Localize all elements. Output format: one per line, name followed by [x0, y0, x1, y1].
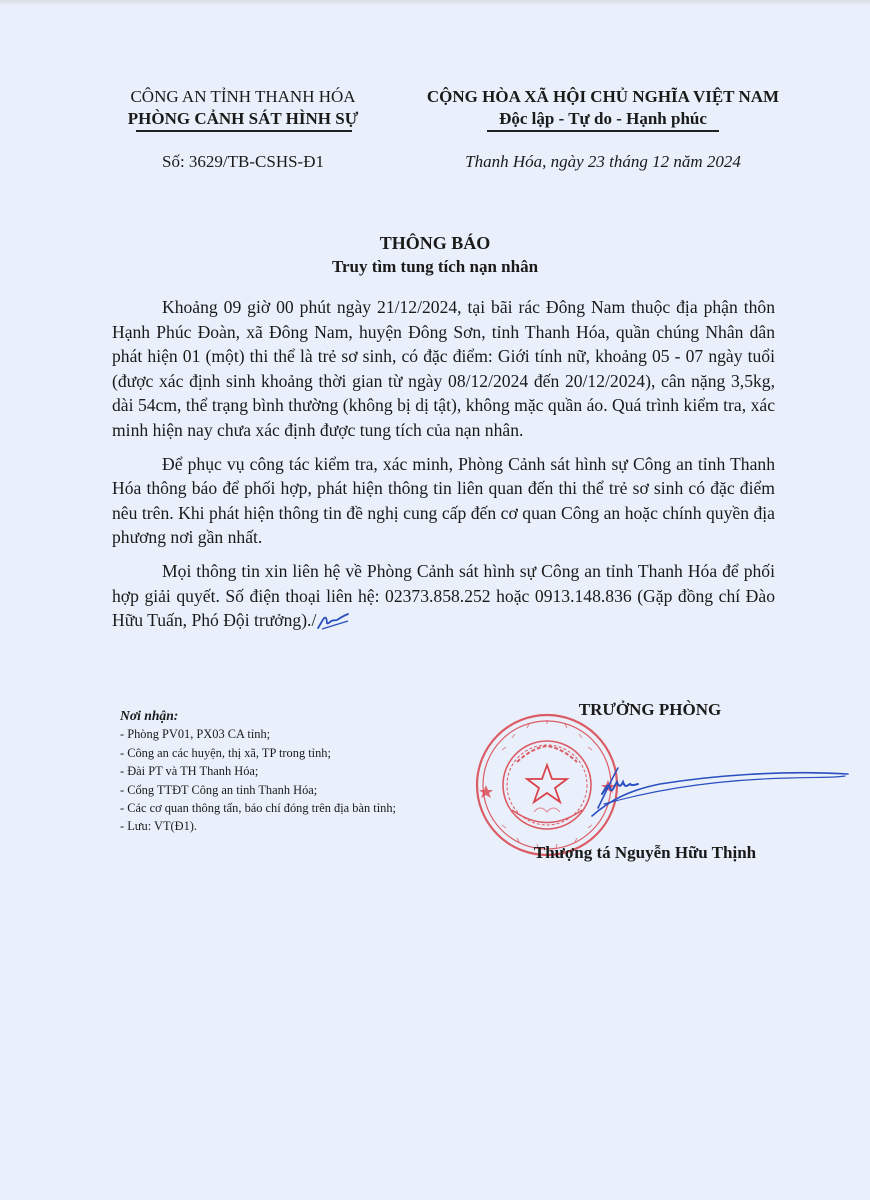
body-paragraph-text: Mọi thông tin xin liên hệ về Phòng Cảnh sát hình sự Công an tỉnh Thanh Hóa để phối hợp giải quyết. Số điện thoại liên hệ: 02373.858.252 hoặc 0913.148.836 (Gặp đồng chí Đào Hữu Tuấn, Phó Đội trưởng)./	[112, 560, 775, 631]
body-paragraph: Khoảng 09 giờ 00 phút ngày 21/12/2024, tại bãi rác Đông Nam thuộc địa phận thôn Hạnh Phúc Đoàn, xã Đông Nam, huyện Đông Sơn, tỉnh Thanh Hóa, quần chúng Nhân dân phát hiện 01 (một) thi thể là trẻ sơ sinh, có đặc điểm: Giới tính nữ, khoảng 05 - 07 ngày tuổi (được xác định sinh khoảng thời gian từ ngày 08/12/2024 đến 20/12/2024), cân nặng 3,5kg, dài 54cm, thể trạng bình thường (không bị dị tật), không mặc quần áo. Quá trình kiểm tra, xác minh hiện nay chưa xác định được tung tích của nạn nhân.	[112, 297, 775, 440]
document-body	[112, 295, 775, 642]
recipient-item: - Các cơ quan thông tấn, báo chí đóng trên địa bàn tỉnh;	[120, 801, 396, 816]
recipient-item: - Phòng PV01, PX03 CA tỉnh;	[120, 727, 271, 742]
body-paragraph	[112, 559, 775, 633]
document-heading: THÔNG BÁO	[379, 233, 491, 253]
national-title-block	[408, 86, 798, 132]
recipients-title: Nơi nhận:	[120, 708, 179, 723]
agency-name: PHÒNG CẢNH SÁT HÌNH SỰ	[127, 109, 359, 128]
handwritten-signature-icon	[590, 760, 850, 820]
issuing-agency-block	[108, 86, 378, 132]
recipient-item: - Lưu: VT(Đ1).	[120, 819, 198, 834]
body-paragraph: Để phục vụ công tác kiểm tra, xác minh, Phòng Cảnh sát hình sự Công an tỉnh Thanh Hóa thông báo để phối hợp, phát hiện thông tin liên quan đến thi thể trẻ sơ sinh có đặc điểm nêu trên. Khi phát hiện thông tin đề nghị cung cấp đến cơ quan Công an hoặc chính quyền địa phương nơi gần nhất.	[112, 453, 775, 548]
country-name: CỘNG HÒA XÃ HỘI CHỦ NGHĨA VIỆT NAM	[426, 87, 780, 106]
national-motto: Độc lập - Tự do - Hạnh phúc	[499, 109, 707, 128]
recipient-item: - Đài PT và TH Thanh Hóa;	[120, 764, 259, 779]
agency-parent: CÔNG AN TỈNH THANH HÓA	[130, 87, 356, 106]
signer-name: Thượng tá Nguyễn Hữu Thịnh	[533, 843, 757, 862]
document-number: Số: 3629/TB-CSHS-Đ1	[162, 152, 324, 171]
signer-position: TRƯỞNG PHÒNG	[578, 700, 722, 719]
place-date: Thanh Hóa, ngày 23 tháng 12 năm 2024	[465, 152, 741, 171]
recipients-list	[120, 707, 480, 836]
motto-underline	[487, 130, 719, 132]
scan-edge	[0, 0, 870, 6]
initials-mark-icon	[316, 612, 350, 630]
document-subject: Truy tìm tung tích nạn nhân	[331, 257, 539, 276]
recipient-item: - Công an các huyện, thị xã, TP trong tỉnh;	[120, 745, 331, 760]
recipient-item: - Cổng TTĐT Công an tỉnh Thanh Hóa;	[120, 782, 318, 797]
agency-underline	[136, 130, 352, 132]
